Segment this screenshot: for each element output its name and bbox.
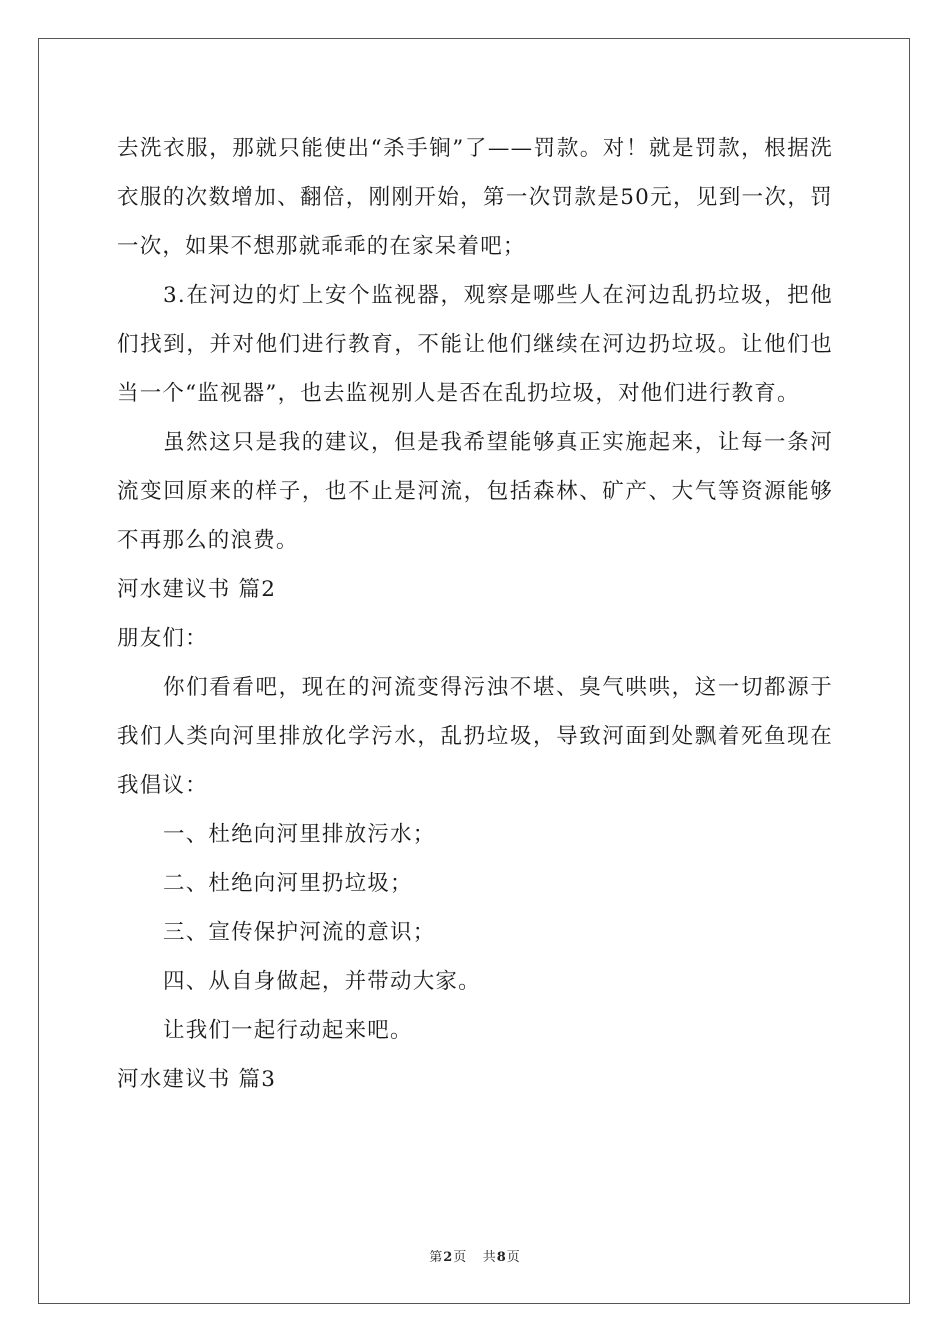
paragraph: 你们看看吧，现在的河流变得污浊不堪、臭气哄哄，这一切都源于我们人类向河里排放化学污水，乱扔垃圾，导致河面到处飘着死鱼现在我倡议： bbox=[117, 675, 833, 798]
total-prefix: 共 bbox=[482, 1250, 497, 1265]
section-heading: 河水建议书 篇2 bbox=[117, 577, 277, 602]
list-item: 一、杜绝向河里排放污水； bbox=[163, 822, 436, 847]
page-footer bbox=[0, 1246, 950, 1265]
page-number: 2 bbox=[443, 1250, 454, 1265]
list-item: 三、宣传保护河流的意识； bbox=[163, 920, 436, 945]
total-suffix: 页 bbox=[506, 1250, 521, 1265]
list-item: 二、杜绝向河里扔垃圾； bbox=[163, 871, 413, 896]
section-heading: 河水建议书 篇3 bbox=[117, 1067, 277, 1092]
paragraph: 3.在河边的灯上安个监视器，观察是哪些人在河边乱扔垃圾，把他们找到，并对他们进行教育，不能让他们继续在河边扔垃圾。让他们也当一个“监视器”，也去监视别人是否在乱扔垃圾，对他们进行教育。 bbox=[117, 283, 833, 406]
page-suffix: 页 bbox=[453, 1250, 468, 1265]
paragraph: 让我们一起行动起来吧。 bbox=[163, 1018, 413, 1043]
document-body bbox=[117, 124, 833, 1104]
list-item: 四、从自身做起，并带动大家。 bbox=[163, 969, 481, 994]
paragraph: 虽然这只是我的建议，但是我希望能够真正实施起来，让每一条河流变回原来的样子，也不止是河流，包括森林、矿产、大气等资源能够不再那么的浪费。 bbox=[117, 430, 833, 553]
total-pages: 8 bbox=[496, 1250, 507, 1265]
salutation: 朋友们： bbox=[117, 626, 208, 651]
paragraph: 去洗衣服，那就只能使出“杀手锏”了——罚款。对！就是罚款，根据洗衣服的次数增加、翻倍，刚刚开始，第一次罚款是50元，见到一次，罚一次，如果不想那就乖乖的在家呆着吧； bbox=[117, 136, 833, 259]
page-prefix: 第 bbox=[429, 1250, 444, 1265]
